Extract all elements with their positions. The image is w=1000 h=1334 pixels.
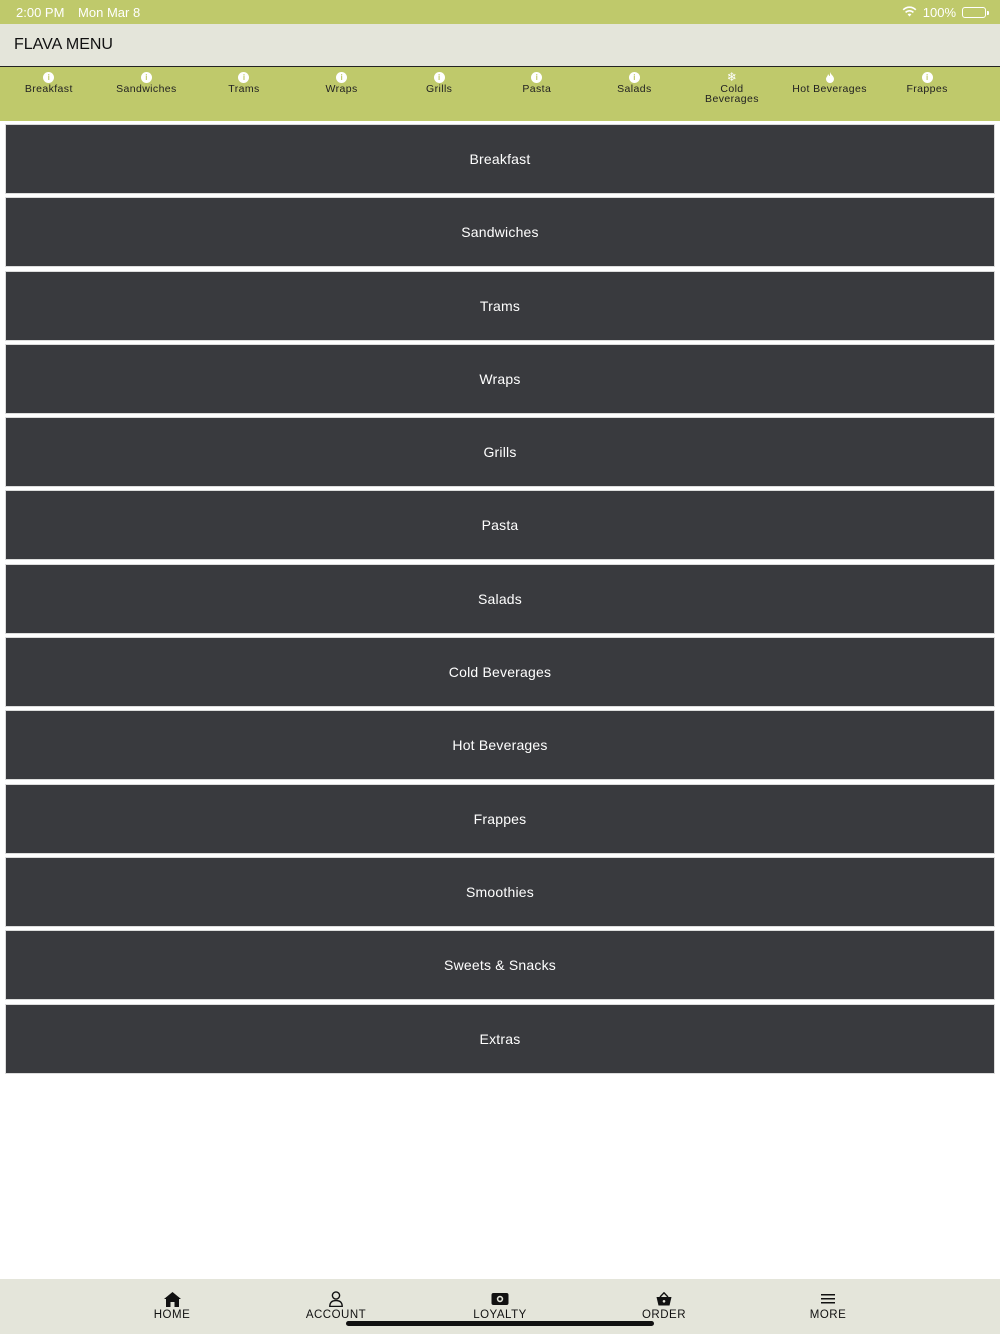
nav-label: HOME [153, 1309, 191, 1321]
home-icon [164, 1291, 181, 1307]
tab-trams[interactable] [195, 67, 293, 121]
tab-breakfast[interactable] [0, 67, 98, 121]
menu-item-smoothies[interactable]: Smoothies [5, 857, 995, 927]
info-icon: i [922, 72, 933, 83]
menu-item-sandwiches[interactable]: Sandwiches [5, 197, 995, 267]
menu-item-pasta[interactable]: Pasta [5, 490, 995, 560]
tab-grills[interactable] [390, 67, 488, 121]
tab-label: Grills [426, 83, 453, 95]
info-icon: i [336, 72, 347, 83]
page-title: FLAVA MENU [14, 36, 113, 53]
tab-label: Wraps [325, 83, 358, 95]
tab-label: Frappes [906, 83, 948, 95]
tab-pasta[interactable] [488, 67, 586, 121]
menu-item-cold-beverages[interactable]: Cold Beverages [5, 637, 995, 707]
menu-item-extras[interactable]: Extras [5, 1004, 995, 1074]
menu-icon [821, 1291, 835, 1307]
header [0, 24, 1000, 67]
basket-icon [656, 1291, 672, 1307]
tab-wraps[interactable] [293, 67, 391, 121]
info-icon: i [629, 72, 640, 83]
nav-label: MORE [809, 1309, 847, 1321]
nav-home[interactable] [90, 1279, 254, 1334]
tab-label: Cold Beverages [705, 83, 759, 105]
status-bar [0, 0, 1000, 24]
snowflake-icon: ❄ [726, 70, 737, 84]
nav-spacer [0, 1279, 90, 1334]
battery-icon [962, 7, 986, 18]
status-date: Mon Mar 8 [78, 4, 141, 20]
tab-label: Trams [228, 83, 260, 95]
menu-item-hot-beverages[interactable]: Hot Beverages [5, 710, 995, 780]
tab-frappes[interactable] [878, 67, 976, 121]
loyalty-icon [491, 1291, 509, 1307]
battery-percent: 100% [922, 4, 956, 20]
home-indicator [346, 1321, 654, 1326]
nav-more[interactable] [746, 1279, 910, 1334]
tab-label: Breakfast [24, 83, 73, 95]
info-icon: i [141, 72, 152, 83]
status-left [16, 5, 150, 20]
tab-label: Pasta [522, 83, 552, 95]
tab-sandwiches[interactable] [98, 67, 196, 121]
menu-list [0, 121, 1000, 1074]
menu-item-wraps[interactable]: Wraps [5, 344, 995, 414]
nav-label: LOYALTY [473, 1309, 527, 1321]
menu-item-trams[interactable]: Trams [5, 271, 995, 341]
menu-item-grills[interactable]: Grills [5, 417, 995, 487]
nav-label: ACCOUNT [305, 1309, 367, 1321]
user-icon [329, 1291, 343, 1307]
nav-label: ORDER [641, 1309, 687, 1321]
category-tabs[interactable] [0, 67, 1000, 121]
tab-label: Sandwiches [116, 83, 177, 95]
tab-cold-beverages[interactable] [683, 67, 781, 121]
wifi-icon [902, 5, 917, 20]
info-icon: i [531, 72, 542, 83]
tab-label: Hot Beverages [792, 83, 867, 95]
tab-salads[interactable] [586, 67, 684, 121]
info-icon: i [238, 72, 249, 83]
info-icon: i [43, 72, 54, 83]
tab-label: Salads [617, 83, 652, 95]
menu-item-frappes[interactable]: Frappes [5, 784, 995, 854]
status-right [902, 5, 986, 20]
menu-item-sweets-snacks[interactable]: Sweets & Snacks [5, 930, 995, 1000]
tab-hot-beverages[interactable] [781, 67, 879, 121]
menu-item-salads[interactable]: Salads [5, 564, 995, 634]
flame-icon [824, 72, 835, 83]
status-time: 2:00 PM [16, 4, 65, 20]
menu-item-breakfast[interactable]: Breakfast [5, 124, 995, 194]
info-icon: i [434, 72, 445, 83]
